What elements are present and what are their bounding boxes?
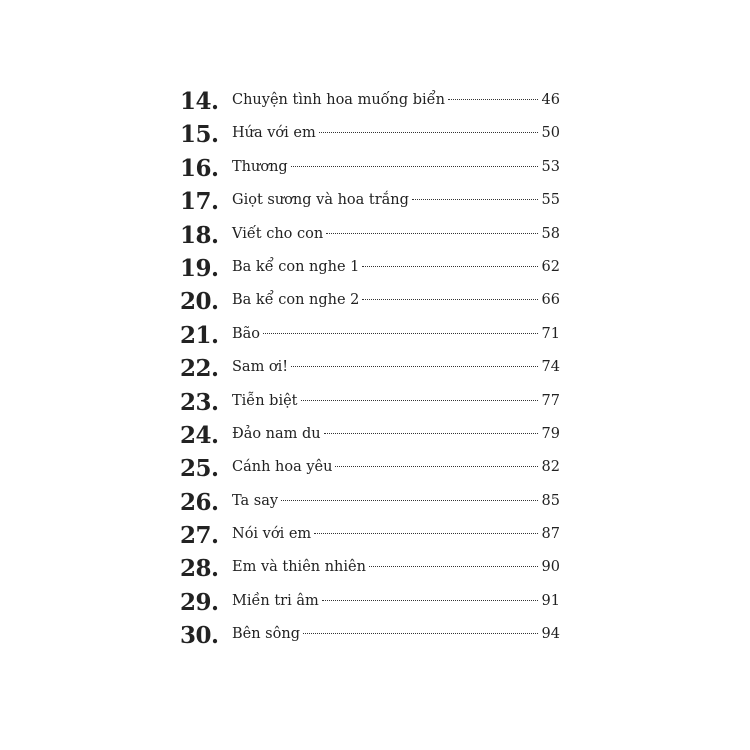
toc-entry[interactable] <box>180 452 560 485</box>
toc-entry-page: 82 <box>541 459 560 476</box>
dot-leader <box>362 266 537 267</box>
toc-entry[interactable] <box>180 486 560 519</box>
table-of-contents <box>180 85 560 653</box>
toc-entry[interactable] <box>180 419 560 452</box>
toc-entry-number: 17. <box>180 188 219 216</box>
toc-entry-page: 62 <box>541 258 560 275</box>
toc-entry-number: 19. <box>180 254 219 282</box>
toc-entry[interactable] <box>180 386 560 419</box>
dot-leader <box>291 166 538 167</box>
toc-entry-title: Bão <box>232 325 261 342</box>
toc-entry-page: 74 <box>541 359 560 376</box>
toc-entry-number: 23. <box>180 388 219 416</box>
toc-entry[interactable] <box>180 519 560 552</box>
toc-entry-number: 30. <box>180 622 219 650</box>
toc-entry-number: 18. <box>180 221 219 249</box>
toc-entry-number: 20. <box>180 288 219 316</box>
toc-entry-page: 46 <box>541 92 560 108</box>
toc-entry-number: 14. <box>180 88 219 115</box>
toc-entry-page: 91 <box>541 592 560 609</box>
toc-entry-title: Hứa với em <box>232 125 316 142</box>
dot-leader <box>291 366 537 367</box>
dot-leader <box>448 99 538 100</box>
toc-entry-title: Ta say <box>232 492 279 509</box>
toc-entry-title: Sam ơi! <box>232 359 289 376</box>
toc-entry-title: Bên sông <box>232 626 300 643</box>
toc-entry[interactable] <box>180 252 560 285</box>
toc-entry-title: Nói với em <box>232 526 312 543</box>
toc-entry-number: 22. <box>180 355 219 383</box>
dot-leader <box>263 333 538 334</box>
toc-entry-number: 29. <box>180 588 219 616</box>
dot-leader <box>301 400 538 401</box>
toc-entry-title: Ba kể con nghe 1 <box>232 258 360 275</box>
dot-leader <box>319 132 538 133</box>
toc-entry-number: 15. <box>180 121 219 149</box>
toc-entry-page: 66 <box>541 292 560 309</box>
toc-entry-title: Thương <box>232 158 288 175</box>
dot-leader <box>369 566 538 567</box>
toc-entry[interactable] <box>180 285 560 318</box>
toc-entry[interactable] <box>180 352 560 385</box>
toc-entry-page: 53 <box>541 158 560 175</box>
toc-entry-number: 16. <box>180 154 219 182</box>
toc-entry[interactable] <box>180 319 560 352</box>
dot-leader <box>322 600 538 601</box>
dot-leader <box>324 433 538 434</box>
toc-entry-number: 28. <box>180 555 219 583</box>
toc-entry-page: 55 <box>541 192 560 209</box>
dot-leader <box>314 533 537 534</box>
toc-entry-number: 21. <box>180 321 219 349</box>
toc-entry-title: Tiễn biệt <box>232 392 298 409</box>
toc-entry-page: 79 <box>541 425 560 442</box>
toc-entry-title: Đảo nam du <box>232 425 321 442</box>
toc-entry-page: 58 <box>541 225 560 242</box>
toc-entry-page: 77 <box>541 392 560 409</box>
toc-entry-page: 87 <box>541 526 560 543</box>
toc-entry-title: Giọt sương và hoa trắng <box>232 192 409 209</box>
toc-entry-page: 90 <box>541 559 560 576</box>
toc-entry-number: 27. <box>180 522 219 550</box>
toc-entry-title: Cánh hoa yêu <box>232 459 333 476</box>
toc-entry[interactable] <box>180 152 560 185</box>
toc-entry-page: 71 <box>541 325 560 342</box>
toc-entry-page: 94 <box>541 626 560 643</box>
toc-entry[interactable] <box>180 552 560 585</box>
dot-leader <box>412 199 538 200</box>
toc-entry-title: Chuyện tình hoa muống biển <box>232 92 445 108</box>
toc-entry-title: Em và thiên nhiên <box>232 559 366 576</box>
toc-entry[interactable] <box>180 185 560 218</box>
toc-entry-title: Miền tri âm <box>232 592 319 609</box>
toc-entry[interactable] <box>180 85 560 118</box>
toc-entry-title: Ba kể con nghe 2 <box>232 292 360 309</box>
toc-entry[interactable] <box>180 219 560 252</box>
toc-entry[interactable] <box>180 586 560 619</box>
dot-leader <box>362 299 537 300</box>
toc-entry-number: 26. <box>180 488 219 516</box>
toc-entry[interactable] <box>180 118 560 151</box>
toc-entry-number: 24. <box>180 421 219 449</box>
toc-entry[interactable] <box>180 619 560 652</box>
toc-entry-page: 50 <box>541 125 560 142</box>
dot-leader <box>326 233 537 234</box>
dot-leader <box>335 466 537 467</box>
toc-entry-title: Viết cho con <box>232 225 324 242</box>
dot-leader <box>281 500 537 501</box>
toc-entry-page: 85 <box>541 492 560 509</box>
toc-entry-number: 25. <box>180 455 219 483</box>
dot-leader <box>303 633 538 634</box>
